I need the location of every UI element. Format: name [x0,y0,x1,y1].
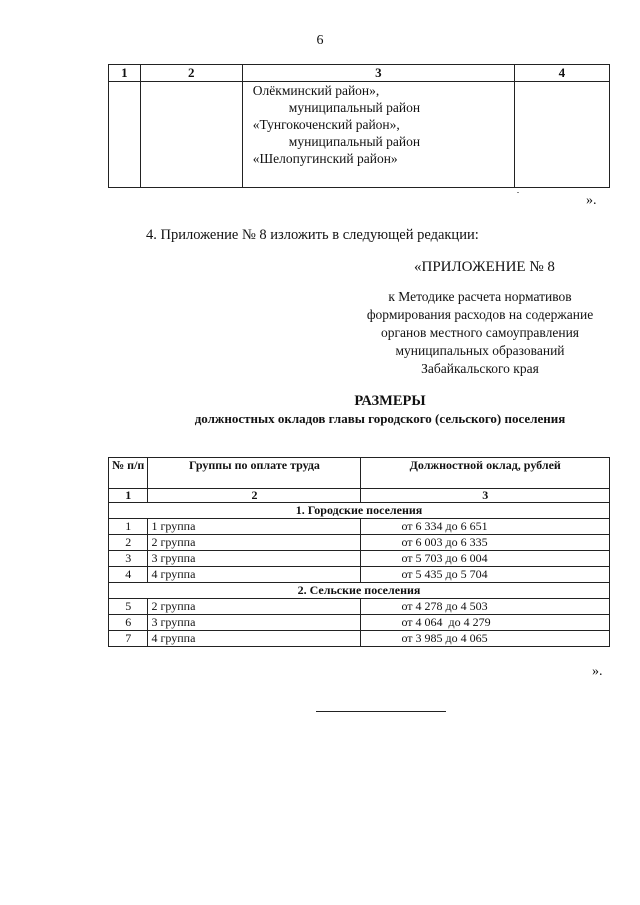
column-number-row [109,489,610,503]
table-row [109,519,610,535]
page-number: 6 [316,33,324,48]
closing-quote: ». [592,664,603,679]
subtitle-line: Забайкальского края [421,361,539,376]
col-number: 3 [361,489,610,503]
header-cell: 1 [109,65,141,82]
district-line: муниципальный район [288,134,421,149]
heading-subtitle: должностных окладов главы городского (сельского) поселения [194,411,566,426]
continuation-header-row [109,65,610,82]
row-salary: от 4 064 до 4 279 [361,615,610,631]
table-row [109,631,610,647]
col-header-group: Группы по оплате труда [148,458,361,489]
row-salary: от 6 003 до 6 335 [361,535,610,551]
row-salary: от 5 435 до 5 704 [361,567,610,583]
row-number: 7 [109,631,148,647]
row-number: 4 [109,567,148,583]
col-number: 1 [109,489,148,503]
row-salary: от 4 278 до 4 503 [361,599,610,615]
header-cell: 3 [242,65,514,82]
subtitle-line: органов местного самоуправления [380,325,580,340]
table-row [109,615,610,631]
paragraph-4: 4. Приложение № 8 изложить в следующей редакции: [146,227,479,243]
row-number: 2 [109,535,148,551]
district-line: «Шелопугинский район» [252,151,398,166]
continuation-row [109,82,610,188]
row-salary: от 3 985 до 4 065 [361,631,610,647]
row-group: 2 группа [148,599,361,615]
row-number: 6 [109,615,148,631]
row-number: 1 [109,519,148,535]
closing-quote: ». [586,193,597,208]
subtitle-line: формирования расходов на содержание [366,307,594,322]
scan-speck [517,192,519,193]
appendix-title: «ПРИЛОЖЕНИЕ № 8 [414,259,555,275]
continuation-table [108,64,610,188]
empty-cell [109,82,141,188]
subtitle-line: муниципальных образований [395,343,565,358]
table-row [109,535,610,551]
section-row [109,503,610,519]
table-row [109,567,610,583]
salary-table [108,457,610,647]
section-title: 1. Городские поселения [109,503,610,519]
district-line: «Тунгокоченский район», [252,117,400,132]
row-group: 3 группа [148,551,361,567]
subtitle-line: к Методике расчета нормативов [388,289,572,304]
row-salary: от 5 703 до 6 004 [361,551,610,567]
table-row [109,551,610,567]
empty-cell [140,82,242,188]
row-group: 3 группа [148,615,361,631]
header-cell: 2 [140,65,242,82]
row-group: 4 группа [148,631,361,647]
empty-cell [514,82,609,188]
row-number: 5 [109,599,148,615]
row-group: 1 группа [148,519,361,535]
section-row [109,583,610,599]
row-group: 4 группа [148,567,361,583]
heading-title: РАЗМЕРЫ [354,393,426,409]
row-salary: от 6 334 до 6 651 [361,519,610,535]
col-header-number: № п/п [109,458,148,489]
appendix-subtitle [340,288,620,378]
row-number: 3 [109,551,148,567]
salary-header-row [109,458,610,489]
header-cell: 4 [514,65,609,82]
col-header-salary: Должностной оклад, рублей [361,458,610,489]
section-title: 2. Сельские поселения [109,583,610,599]
districts-cell [242,82,514,188]
table-row [109,599,610,615]
row-group: 2 группа [148,535,361,551]
district-line: муниципальный район [288,100,421,115]
closing-rule [316,711,446,712]
col-number: 2 [148,489,361,503]
district-line: Олёкминский район», [252,83,380,98]
